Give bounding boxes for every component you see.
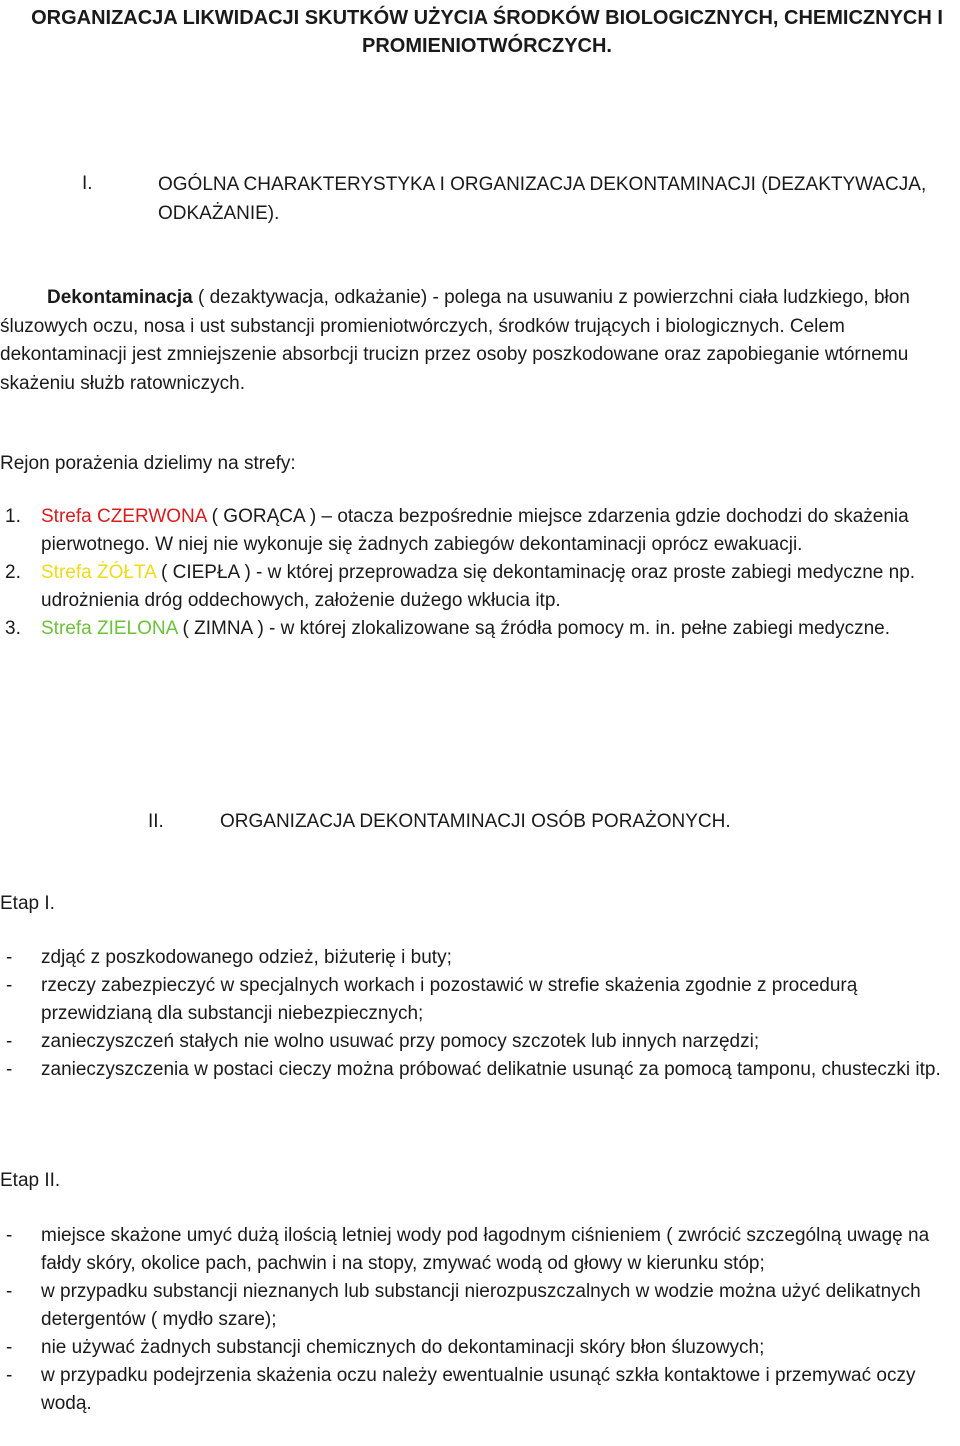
list-dash: - xyxy=(6,1337,13,1358)
list-item-text: miejsce skażone umyć dużą ilością letniej wody pod łagodnym ciśnieniem ( zwrócić szczególną uwagę na fałdy skóry, okolice pach, pachwin i na stopy, zmywać wodą od głowy w kierunku stóp; xyxy=(41,1225,930,1274)
list-item xyxy=(0,1028,960,1056)
list-item-text: zanieczyszczeń stałych nie wolno usuwać przy pomocy szczotek lub innych narzędzi; xyxy=(41,1031,760,1052)
zone-number: 2. xyxy=(5,562,21,583)
list-item-text: w przypadku substancji nieznanych lub substancji nierozpuszczalnych w wodzie można użyć delikatnych detergentów ( mydło szare); xyxy=(41,1281,921,1330)
zone-name-green: Strefa ZIELONA xyxy=(41,618,178,639)
etap-1-heading: Etap I. xyxy=(0,893,55,914)
zone-text: ( CIEPŁA ) - w której przeprowadza się dekontaminację oraz proste zabiegi medyczne np. udrożnienia dróg oddechowych, założenie dużego wkłucia itp. xyxy=(41,562,916,611)
zone-name-yellow: Strefa ŻÓŁTA xyxy=(41,562,156,583)
list-item xyxy=(0,972,960,1028)
list-item-text: zdjąć z poszkodowanego odzież, biżuterię i buty; xyxy=(41,947,452,968)
list-item xyxy=(0,1056,960,1084)
list-dash: - xyxy=(6,975,13,996)
section-1-number: I. xyxy=(82,173,93,194)
zone-item-yellow xyxy=(0,559,960,615)
list-item xyxy=(0,1222,960,1278)
list-item xyxy=(0,1362,960,1418)
list-item xyxy=(0,1278,960,1334)
zones-list xyxy=(0,503,960,643)
document-title: ORGANIZACJA LIKWIDACJI SKUTKÓW UŻYCIA ŚRODKÓW BIOLOGICZNYCH, CHEMICZNYCH I PROMIENIOTWÓRCZYCH. xyxy=(31,7,943,57)
list-dash: - xyxy=(6,1225,13,1246)
zones-heading: Rejon porażenia dzielimy na strefy: xyxy=(0,453,296,474)
list-dash: - xyxy=(6,1059,13,1080)
zone-item-red xyxy=(0,503,960,559)
etap-1-list xyxy=(0,944,960,1084)
list-item-text: w przypadku podejrzenia skażenia oczu należy ewentualnie usunąć szkła kontaktowe i przemywać oczy wodą. xyxy=(41,1365,916,1414)
list-item-text: zanieczyszczenia w postaci cieczy można próbować delikatnie usunąć za pomocą tamponu, chusteczki itp. xyxy=(41,1059,941,1080)
intro-text: ( dezaktywacja, odkażanie) - polega na usuwaniu z powierzchni ciała ludzkiego, błon śluzowych oczu, nosa i ust substancji promieniotwórczych, środków trujących i biologicznych. Celem dekontaminacji jest zmniejszenie absorbcji trucizn przez osoby poszkodowane oraz zapobieganie wtórnemu skażeniu służb ratowniczych. xyxy=(0,287,910,394)
zone-number: 3. xyxy=(5,618,21,639)
section-1-title: OGÓLNA CHARAKTERYSTYKA I ORGANIZACJA DEKONTAMINACJI (DEZAKTYWACJA, ODKAŻANIE). xyxy=(158,174,927,224)
section-2-number: II. xyxy=(148,811,164,832)
list-dash: - xyxy=(6,1365,13,1386)
etap-2-heading: Etap II. xyxy=(0,1170,61,1191)
zone-number: 1. xyxy=(5,506,21,527)
zone-item-green xyxy=(0,615,960,643)
list-item-text: rzeczy zabezpieczyć w specjalnych workach i pozostawić w strefie skażenia zgodnie z procedurą przewidzianą dla substancji niebezpiecznych; xyxy=(41,975,858,1024)
list-dash: - xyxy=(6,1281,13,1302)
zone-text: ( GORĄCA ) – otacza bezpośrednie miejsce zdarzenia gdzie dochodzi do skażenia pierwotnego. W niej nie wykonuje się żadnych zabiegów dekontaminacji oprócz ewakuacji. xyxy=(41,506,909,555)
list-dash: - xyxy=(6,1031,13,1052)
list-item xyxy=(0,944,960,972)
list-item xyxy=(0,1334,960,1362)
zone-text: ( ZIMNA ) - w której zlokalizowane są źródła pomocy m. in. pełne zabiegi medyczne. xyxy=(177,618,891,639)
list-item-text: nie używać żadnych substancji chemicznych do dekontaminacji skóry błon śluzowych; xyxy=(41,1337,765,1358)
list-dash: - xyxy=(6,947,13,968)
intro-paragraph xyxy=(0,284,958,398)
section-2-title: ORGANIZACJA DEKONTAMINACJI OSÓB PORAŻONYCH. xyxy=(220,811,731,832)
etap-2-list xyxy=(0,1222,960,1418)
intro-lead-term: Dekontaminacja xyxy=(47,287,193,308)
zone-name-red: Strefa CZERWONA xyxy=(41,506,207,527)
